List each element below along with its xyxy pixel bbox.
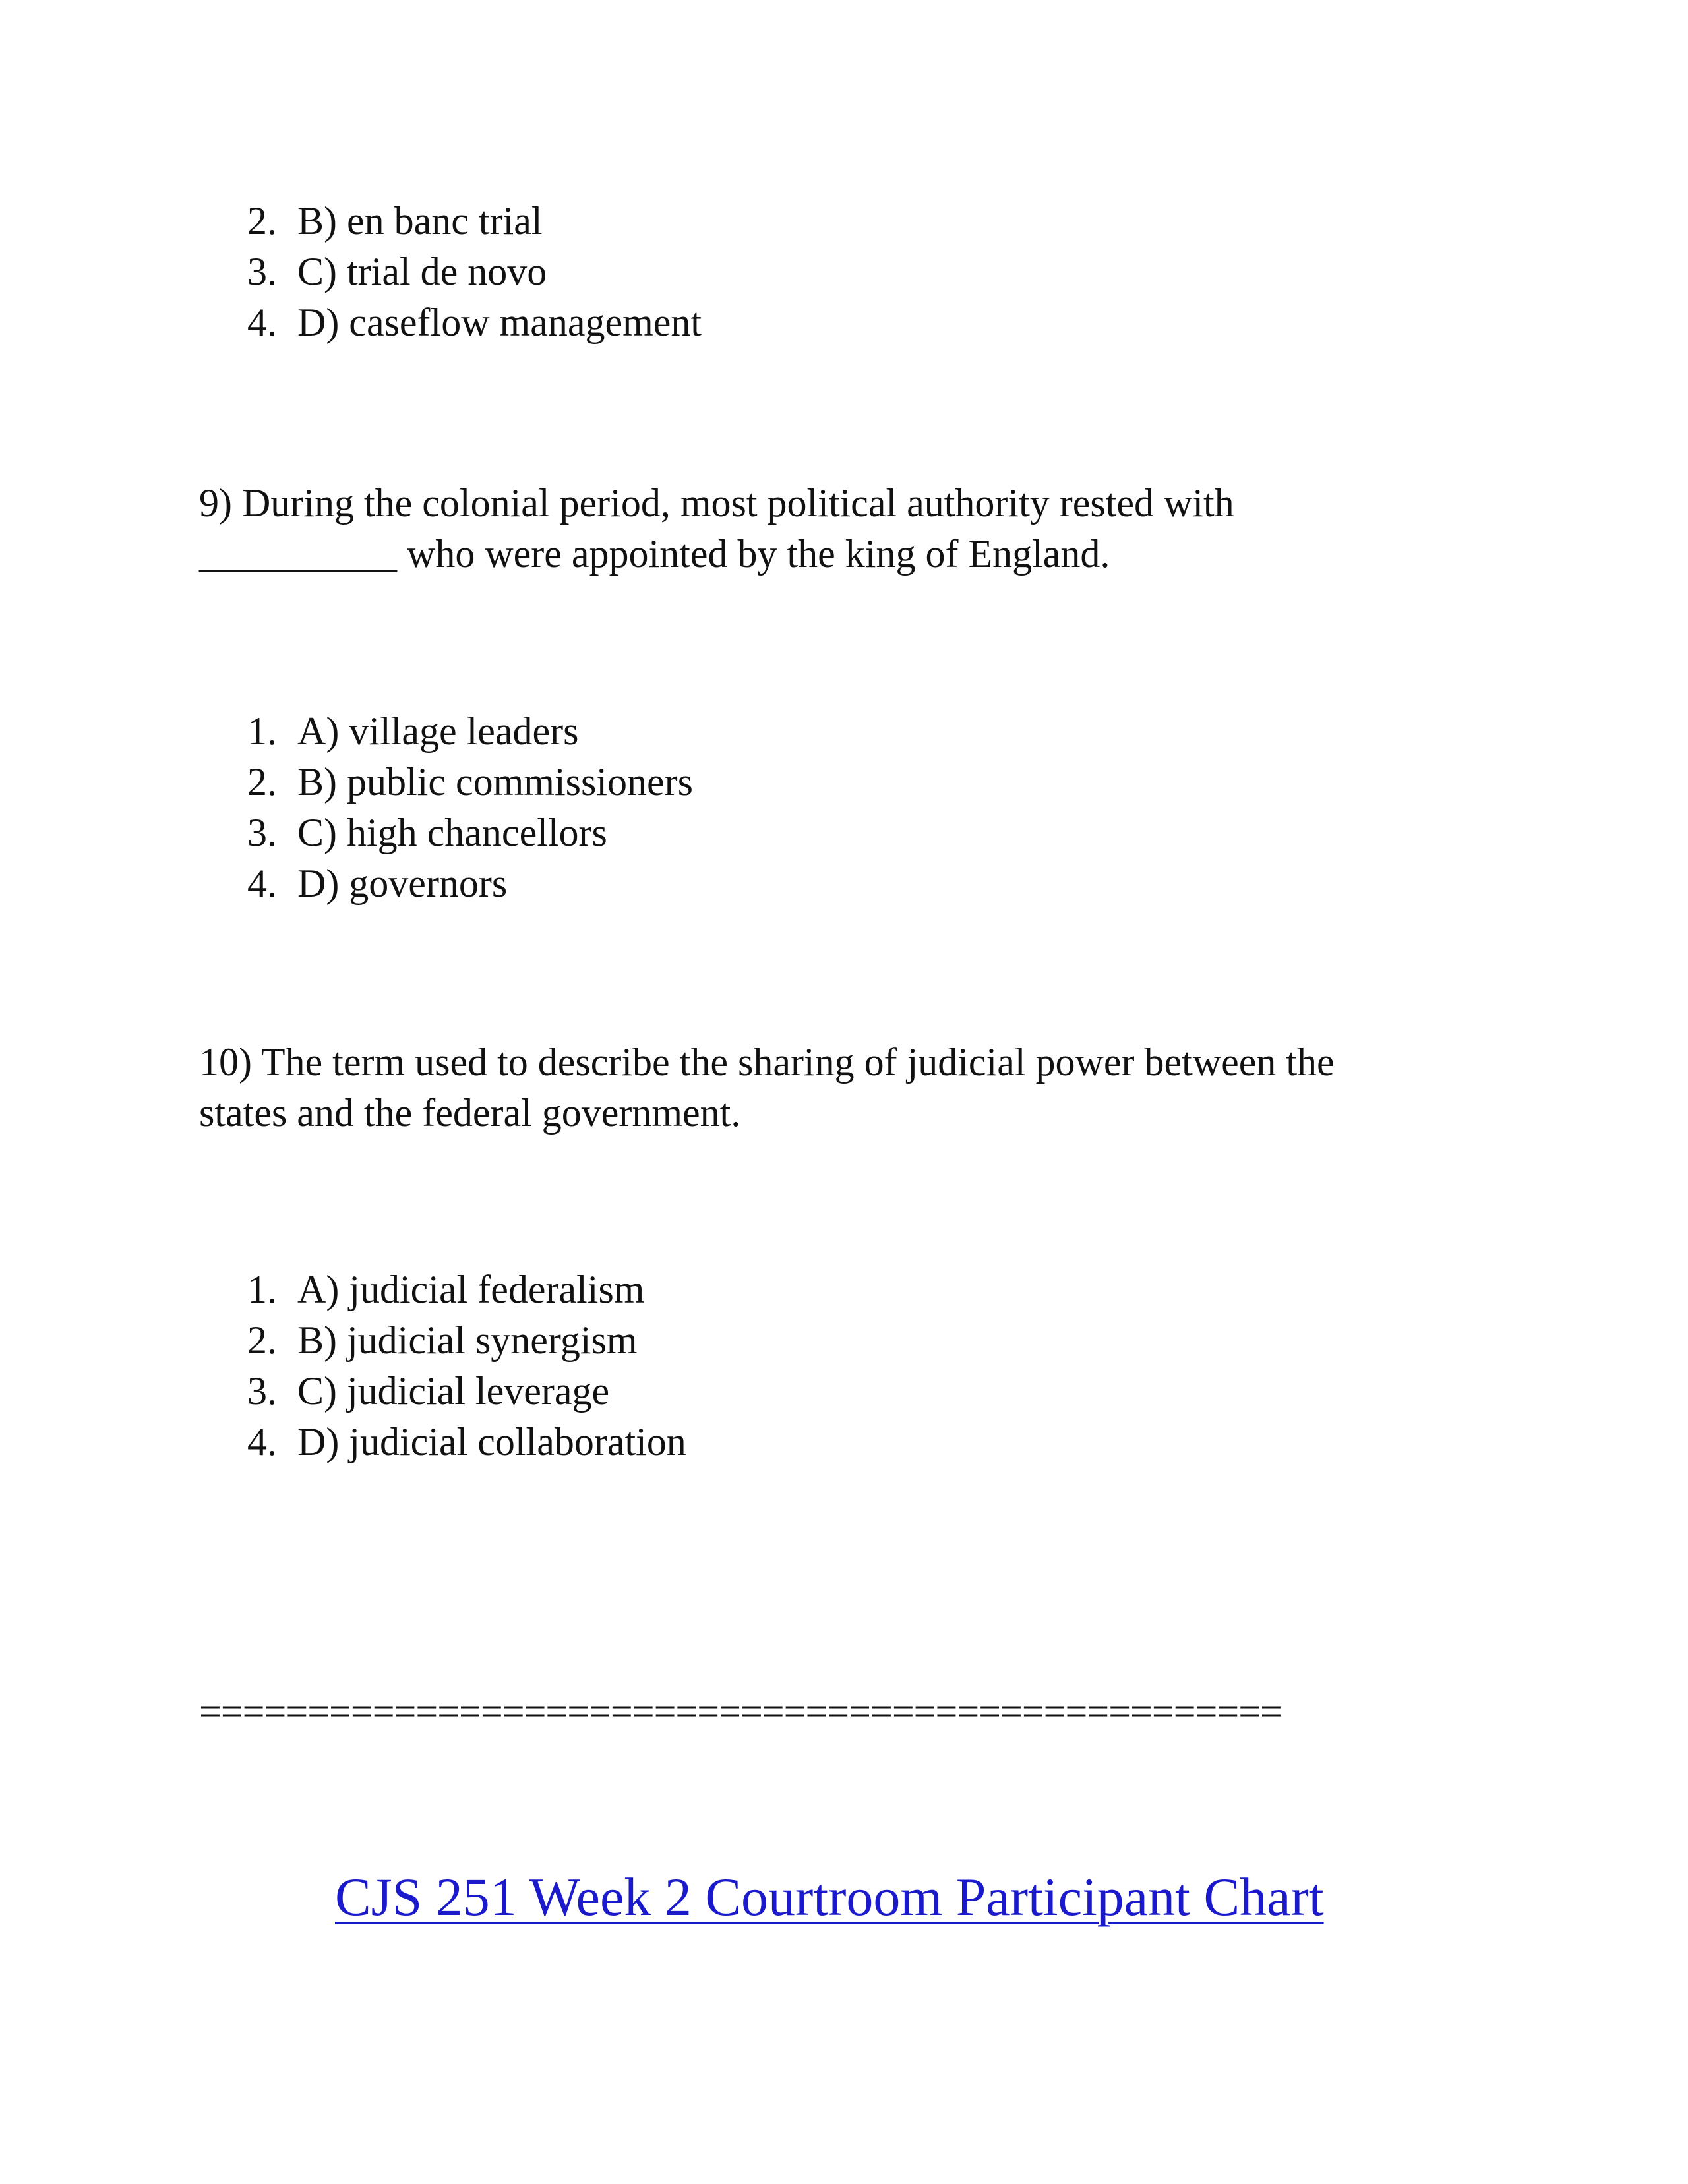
option-number: 3.	[247, 250, 277, 293]
question-10-option	[247, 1264, 686, 1315]
option-number: 2.	[247, 199, 277, 243]
option-text: D) caseflow management	[297, 301, 702, 344]
question-10-option	[247, 1417, 686, 1467]
option-text: C) trial de novo	[297, 250, 547, 293]
option-number: 4.	[247, 862, 277, 905]
option-number: 3.	[247, 1369, 277, 1413]
option-text: A) village leaders	[297, 709, 579, 753]
question-9-line-1: 9) During the colonial period, most political authority rested with	[199, 481, 1234, 525]
question-10-option	[247, 1315, 686, 1366]
option-number: 2.	[247, 760, 277, 804]
option-text: B) en banc trial	[297, 199, 543, 243]
question-10-option	[247, 1366, 686, 1417]
separator-line: ==================================================	[199, 1690, 1282, 1733]
question-9-line-2: __________ who were appointed by the king of England.	[199, 532, 1110, 576]
question-8-option	[247, 297, 702, 348]
question-9-option	[247, 858, 693, 909]
question-8-option	[247, 247, 702, 297]
option-number: 3.	[247, 811, 277, 854]
option-text: D) governors	[297, 862, 508, 905]
question-10-line-1: 10) The term used to describe the sharing of judicial power between the	[199, 1040, 1335, 1084]
option-number: 2.	[247, 1318, 277, 1362]
option-text: C) high chancellors	[297, 811, 607, 854]
question-8-options	[247, 196, 702, 348]
option-number: 1.	[247, 709, 277, 753]
question-9-option	[247, 757, 693, 808]
question-9-option	[247, 706, 693, 757]
question-10-line-2: states and the federal government.	[199, 1091, 741, 1135]
question-9-options	[247, 706, 693, 909]
option-text: B) public commissioners	[297, 760, 693, 804]
option-number: 1.	[247, 1268, 277, 1311]
question-10-options	[247, 1264, 686, 1467]
option-text: A) judicial federalism	[297, 1268, 645, 1311]
option-text: B) judicial synergism	[297, 1318, 638, 1362]
question-10	[199, 1037, 1335, 1138]
courtroom-participant-chart-link[interactable]: CJS 251 Week 2 Courtroom Participant Chart	[335, 1867, 1324, 1927]
option-number: 4.	[247, 1420, 277, 1463]
question-8-option	[247, 196, 702, 247]
option-text: C) judicial leverage	[297, 1369, 610, 1413]
option-text: D) judicial collaboration	[297, 1420, 686, 1463]
question-9	[199, 478, 1234, 579]
option-number: 4.	[247, 301, 277, 344]
question-9-option	[247, 808, 693, 858]
